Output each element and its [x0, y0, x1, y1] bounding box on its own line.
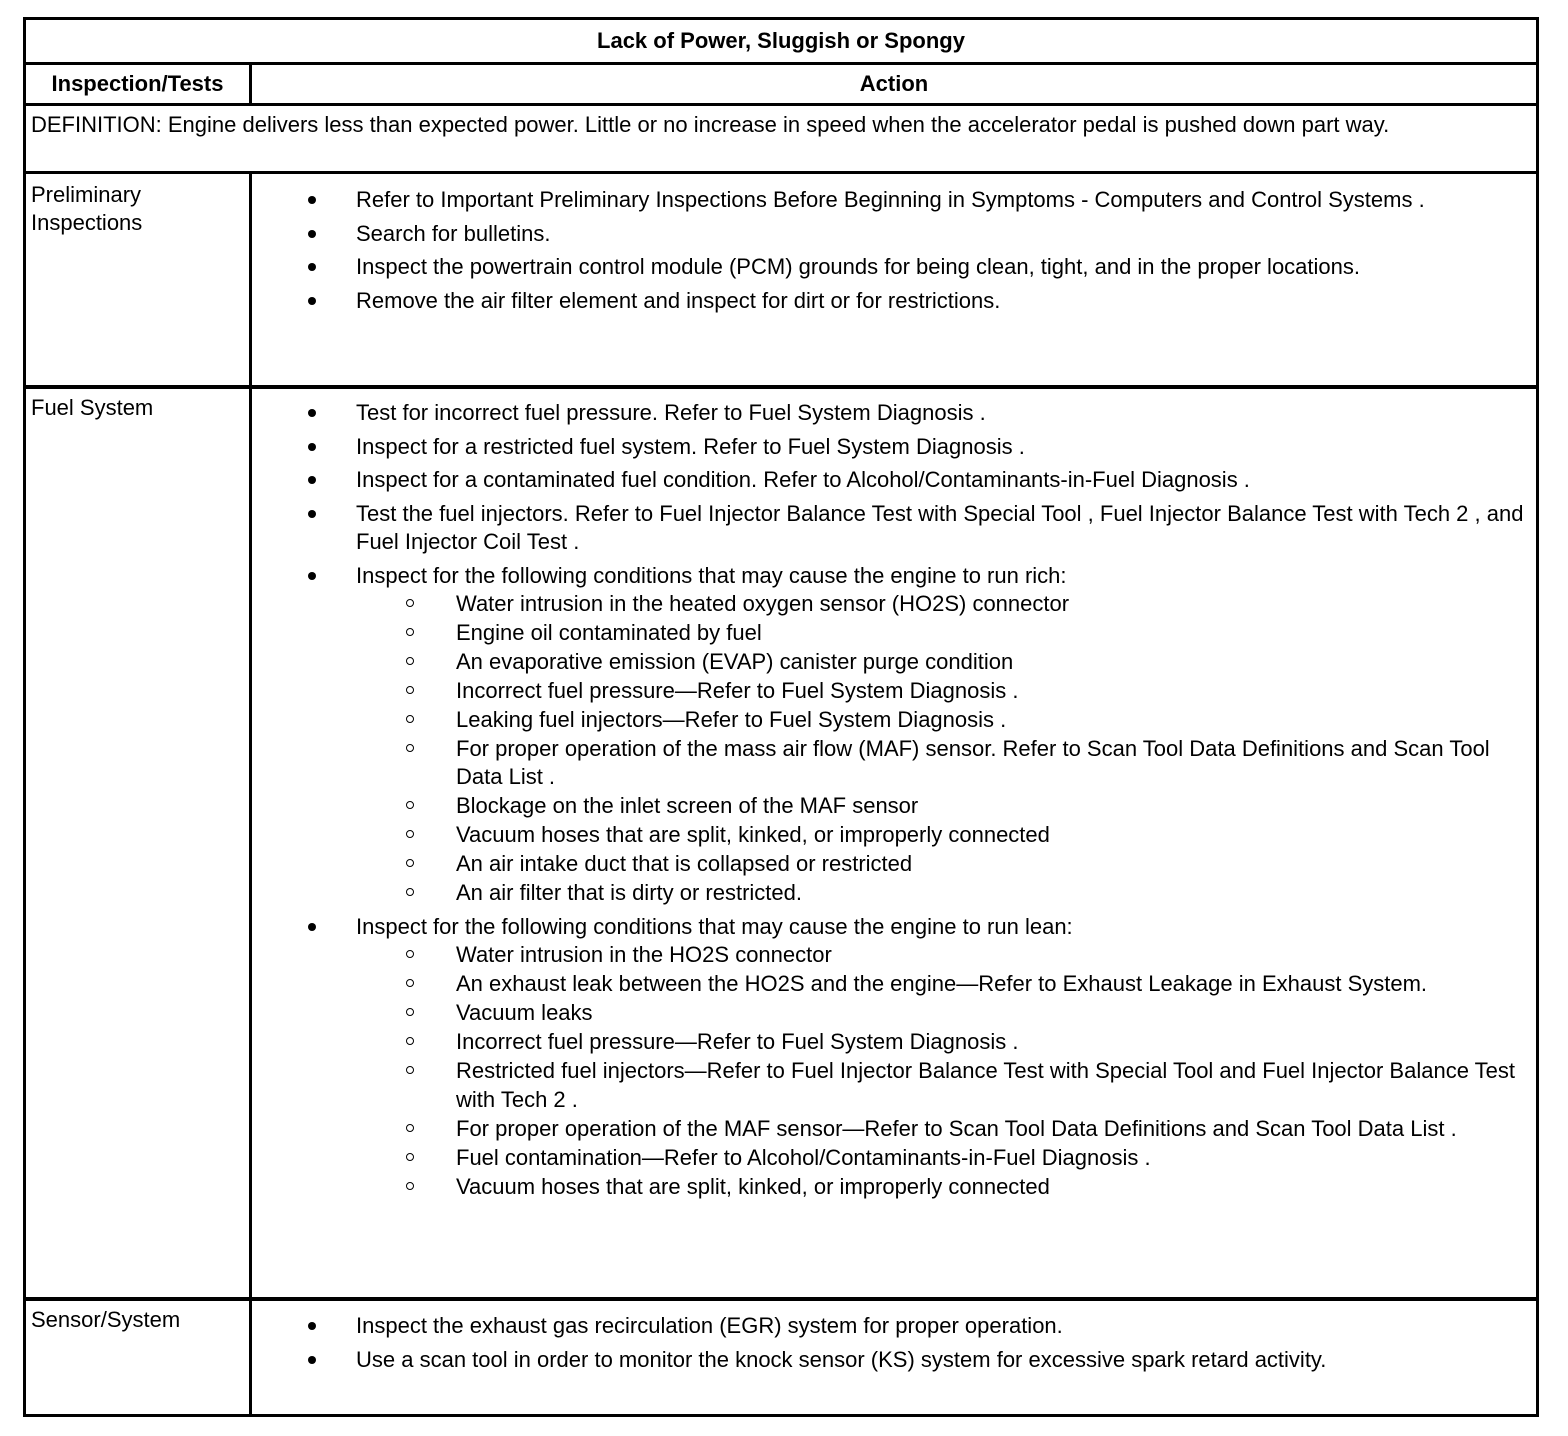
- definition-text: DEFINITION: Engine delivers less than expected power. Little or no increase in speed when the accelerator pedal is pushed down part way.: [31, 112, 1390, 137]
- list-item-rich: Inspect for the following conditions that may cause the engine to run rich: Water intrusion in the heated oxygen sensor (HO2S) connector Engine oil contaminated by fuel An evaporative emission (EVAP) canister purge condition Incorrect fuel pressure—Refer to Fuel System Diagnosis . Leaking fuel injectors—Refer to Fuel System Diagnosis . For proper operation of the mass air flow (MAF) sensor. Refer to Scan Tool Data Definitions and Scan Tool Data List . Blockage on the inlet screen of the MAF sensor Vacuum hoses that are split, kinked, or improperly connected An air intake duct that is collapsed or restricted An air filter that is dirty or restricted.: [252, 562, 1536, 908]
- circle-bullet-icon: [406, 1124, 414, 1132]
- row-label-fuel-system: Fuel System: [31, 395, 154, 420]
- row-label-sensor-system: Sensor/System: [31, 1307, 181, 1332]
- list-item: Inspect for a restricted fuel system. Refer to Fuel System Diagnosis .: [252, 433, 1536, 462]
- list-item: Search for bulletins.: [252, 220, 1536, 249]
- rule-definition: [26, 171, 1536, 174]
- circle-bullet-icon: [406, 657, 414, 665]
- circle-bullet-icon: [406, 744, 414, 752]
- sub-list-item: An exhaust leak between the HO2S and the engine—Refer to Exhaust Leakage in Exhaust System.: [356, 970, 1526, 999]
- sub-list-item: Fuel contamination—Refer to Alcohol/Contaminants-in-Fuel Diagnosis .: [356, 1144, 1526, 1173]
- bullet-icon: [308, 409, 316, 417]
- sub-list-item: For proper operation of the MAF sensor—Refer to Scan Tool Data Definitions and Scan Tool Data List .: [356, 1115, 1526, 1144]
- sub-list-item: An air intake duct that is collapsed or restricted: [356, 850, 1526, 879]
- bullet-icon: [308, 297, 316, 305]
- row-label-preliminary: Preliminary Inspections: [31, 182, 143, 235]
- sub-list-item: Engine oil contaminated by fuel: [356, 619, 1526, 648]
- bullet-icon: [308, 476, 316, 484]
- bullet-icon: [308, 923, 316, 931]
- list-item: Inspect the exhaust gas recirculation (EGR) system for proper operation.: [252, 1312, 1536, 1341]
- fuel-system-actions: [252, 399, 1536, 1207]
- sub-list-item: Blockage on the inlet screen of the MAF sensor: [356, 792, 1526, 821]
- sub-list-item: Incorrect fuel pressure—Refer to Fuel System Diagnosis .: [356, 677, 1526, 706]
- list-item: Test for incorrect fuel pressure. Refer to Fuel System Diagnosis .: [252, 399, 1536, 428]
- sub-list-item: Incorrect fuel pressure—Refer to Fuel System Diagnosis .: [356, 1028, 1526, 1057]
- sub-list-item: Vacuum hoses that are split, kinked, or improperly connected: [356, 1173, 1526, 1202]
- sub-list-item: Water intrusion in the heated oxygen sensor (HO2S) connector: [356, 590, 1526, 619]
- bullet-icon: [308, 263, 316, 271]
- list-item: Refer to Important Preliminary Inspections Before Beginning in Symptoms - Computers and Control Systems .: [252, 186, 1536, 215]
- rule-fuel: [26, 1297, 1536, 1301]
- circle-bullet-icon: [406, 859, 414, 867]
- circle-bullet-icon: [406, 686, 414, 694]
- circle-bullet-icon: [406, 801, 414, 809]
- circle-bullet-icon: [406, 979, 414, 987]
- list-item: Use a scan tool in order to monitor the knock sensor (KS) system for excessive spark retard activity.: [252, 1346, 1536, 1375]
- circle-bullet-icon: [406, 599, 414, 607]
- list-item: Test the fuel injectors. Refer to Fuel Injector Balance Test with Special Tool , Fuel Injector Balance Test with Tech 2 , and Fuel Injector Coil Test .: [252, 500, 1536, 557]
- bullet-icon: [308, 1322, 316, 1330]
- sub-list-item: Water intrusion in the HO2S connector: [356, 941, 1526, 970]
- sub-list-item: An air filter that is dirty or restricted.: [356, 879, 1526, 908]
- circle-bullet-icon: [406, 888, 414, 896]
- circle-bullet-icon: [406, 628, 414, 636]
- circle-bullet-icon: [406, 1008, 414, 1016]
- bullet-icon: [308, 510, 316, 518]
- rule-preliminary: [26, 385, 1536, 389]
- circle-bullet-icon: [406, 715, 414, 723]
- circle-bullet-icon: [406, 1153, 414, 1161]
- circle-bullet-icon: [406, 1037, 414, 1045]
- bullet-icon: [308, 230, 316, 238]
- sub-list-item: An evaporative emission (EVAP) canister purge condition: [356, 648, 1526, 677]
- circle-bullet-icon: [406, 830, 414, 838]
- circle-bullet-icon: [406, 1182, 414, 1190]
- list-item: Inspect the powertrain control module (PCM) grounds for being clean, tight, and in the proper locations.: [252, 253, 1536, 282]
- sub-list-item: Vacuum hoses that are split, kinked, or improperly connected: [356, 821, 1526, 850]
- preliminary-actions: [252, 186, 1536, 320]
- sub-list-item: For proper operation of the mass air flow (MAF) sensor. Refer to Scan Tool Data Definitions and Scan Tool Data List .: [356, 735, 1526, 793]
- sub-list-item: Leaking fuel injectors—Refer to Fuel System Diagnosis .: [356, 706, 1526, 735]
- sensor-system-actions: [252, 1312, 1536, 1379]
- table-title: Lack of Power, Sluggish or Spongy: [597, 28, 965, 53]
- bullet-icon: [308, 1356, 316, 1364]
- diagnostic-table: [23, 17, 1539, 1417]
- list-item: Remove the air filter element and inspect for dirt or for restrictions.: [252, 287, 1536, 316]
- bullet-icon: [308, 572, 316, 580]
- sub-list-item: Restricted fuel injectors—Refer to Fuel Injector Balance Test with Special Tool and Fuel Injector Balance Test with Tech 2 .: [356, 1057, 1526, 1115]
- bullet-icon: [308, 196, 316, 204]
- bullet-icon: [308, 443, 316, 451]
- header-action: Action: [859, 71, 929, 96]
- header-inspection-tests: Inspection/Tests: [51, 71, 224, 96]
- list-item-lean: Inspect for the following conditions that may cause the engine to run lean: Water intrusion in the HO2S connector An exhaust leak between the HO2S and the engine—Refer to Exhaust Leakage in Exhaust System. Vacuum leaks Incorrect fuel pressure—Refer to Fuel System Diagnosis . Restricted fuel injectors—Refer to Fuel Injector Balance Test with Special Tool and Fuel Injector Balance Test with Tech 2 . For proper operation of the MAF sensor—Refer to Scan Tool Data Definitions and Scan Tool Data List . Fuel contamination—Refer to Alcohol/Contaminants-in-Fuel Diagnosis . Vacuum hoses that are split, kinked, or improperly connected: [252, 913, 1536, 1202]
- circle-bullet-icon: [406, 1066, 414, 1074]
- list-item: Inspect for a contaminated fuel condition. Refer to Alcohol/Contaminants-in-Fuel Diagnosis .: [252, 466, 1536, 495]
- sub-list-item: Vacuum leaks: [356, 999, 1526, 1028]
- circle-bullet-icon: [406, 950, 414, 958]
